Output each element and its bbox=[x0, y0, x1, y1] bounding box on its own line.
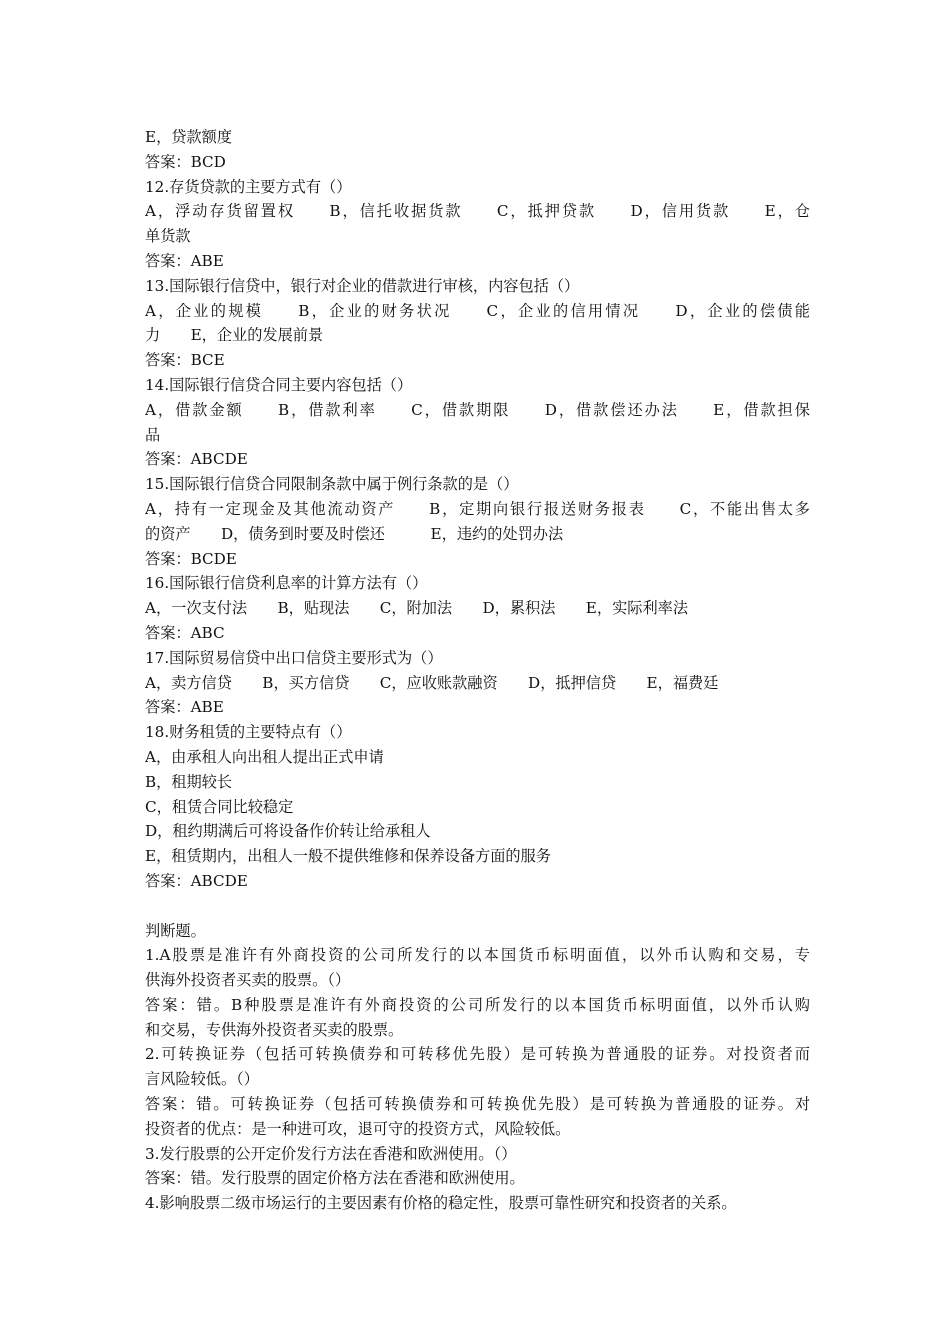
answer-line: 答案：ABE bbox=[145, 698, 224, 717]
answer-line: 答案：ABE bbox=[145, 251, 224, 270]
options-line: A，企业的规模 B，企业的财务状况 C，企业的信用情况 D，企业的偿债能 bbox=[145, 301, 810, 320]
blank-line bbox=[145, 894, 810, 919]
option-line: D，租约期满后可将设备作价转让给承租人 bbox=[145, 822, 431, 841]
text-line: E，贷款额度 bbox=[145, 128, 233, 146]
answer-line: 答案：ABC bbox=[145, 623, 225, 642]
answer-line: 答案：错。B种股票是准许有外商投资的公司所发行的以本国货币标明面值，以外币认购 bbox=[145, 995, 810, 1014]
options-line: A，持有一定现金及其他流动资产 B，定期向银行报送财务报表 C，不能出售太多 bbox=[145, 499, 810, 518]
question-line: 4.影响股票二级市场运行的主要因素有价格的稳定性，股票可靠性研究和投资者的关系。 bbox=[145, 1194, 737, 1213]
question-line: 1.A股票是准许有外商投资的公司所发行的以本国货币标明面值，以外币认购和交易，专 bbox=[145, 946, 810, 965]
options-line: 品 bbox=[145, 425, 161, 444]
answer-line: 投资者的优点：是一种进可攻，退可守的投资方式，风险较低。 bbox=[145, 1119, 571, 1138]
question-line: 17.国际贸易信贷中出口信贷主要形式为（） bbox=[145, 648, 443, 667]
answer-line: 答案：ABCDE bbox=[145, 871, 248, 890]
question-line: 16.国际银行信贷利息率的计算方法有（） bbox=[145, 574, 428, 593]
question-line: 13.国际银行信贷中，银行对企业的借款进行审核，内容包括（） bbox=[145, 276, 580, 295]
option-line: E，租赁期内，出租人一般不提供维修和保养设备方面的服务 bbox=[145, 847, 551, 866]
options-line: A，一次支付法 B，贴现法 C，附加法 D，累积法 E，实际利率法 bbox=[145, 599, 689, 618]
question-line: 供海外投资者买卖的股票。（） bbox=[145, 971, 351, 990]
question-line: 3.发行股票的公开定价发行方法在香港和欧洲使用。（） bbox=[145, 1144, 517, 1163]
options-line: A，借款金额 B，借款利率 C，借款期限 D，借款偿还办法 E，借款担保 bbox=[145, 400, 810, 419]
answer-line: 答案：BCE bbox=[145, 351, 225, 370]
options-line: A，浮动存货留置权 B，信托收据货款 C，抵押贷款 D，信用货款 E，仓 bbox=[145, 202, 810, 221]
question-line: 15.国际银行信贷合同限制条款中属于例行条款的是（） bbox=[145, 475, 519, 494]
options-line: 力 E，企业的发展前景 bbox=[145, 326, 324, 345]
option-line: A，由承租人向出租人提出正式申请 bbox=[145, 747, 384, 766]
options-line: 单货款 bbox=[145, 227, 191, 246]
answer-line: 答案：BCDE bbox=[145, 549, 237, 568]
option-line: B，租期较长 bbox=[145, 772, 233, 791]
answer-line: 答案：错。可转换证券（包括可转换债券和可转换优先股）是可转换为普通股的证券。对 bbox=[145, 1095, 810, 1114]
document-body bbox=[145, 125, 810, 1216]
answer-line: 答案：BCD bbox=[145, 152, 226, 171]
answer-line: 答案：错。发行股票的固定价格方法在香港和欧洲使用。 bbox=[145, 1169, 525, 1188]
answer-line: 和交易，专供海外投资者买卖的股票。 bbox=[145, 1020, 404, 1039]
answer-line: 答案：ABCDE bbox=[145, 450, 248, 469]
question-line: 2.可转换证券（包括可转换债券和可转移优先股）是可转换为普通股的证券。对投资者而 bbox=[145, 1045, 810, 1064]
section-heading: 判断题。 bbox=[145, 921, 206, 940]
question-line: 14.国际银行信贷合同主要内容包括（） bbox=[145, 375, 413, 394]
option-line: C，租赁合同比较稳定 bbox=[145, 797, 294, 816]
options-line: 的资产 D，债务到时要及时偿还 E，违约的处罚办法 bbox=[145, 524, 564, 543]
question-line: 12.存货贷款的主要方式有（） bbox=[145, 177, 352, 196]
question-line: 18.财务租赁的主要特点有（） bbox=[145, 723, 352, 742]
question-line: 言风险较低。（） bbox=[145, 1070, 259, 1089]
options-line: A，卖方信贷 B，买方信贷 C，应收账款融资 D，抵押信贷 E，福费廷 bbox=[145, 673, 719, 692]
